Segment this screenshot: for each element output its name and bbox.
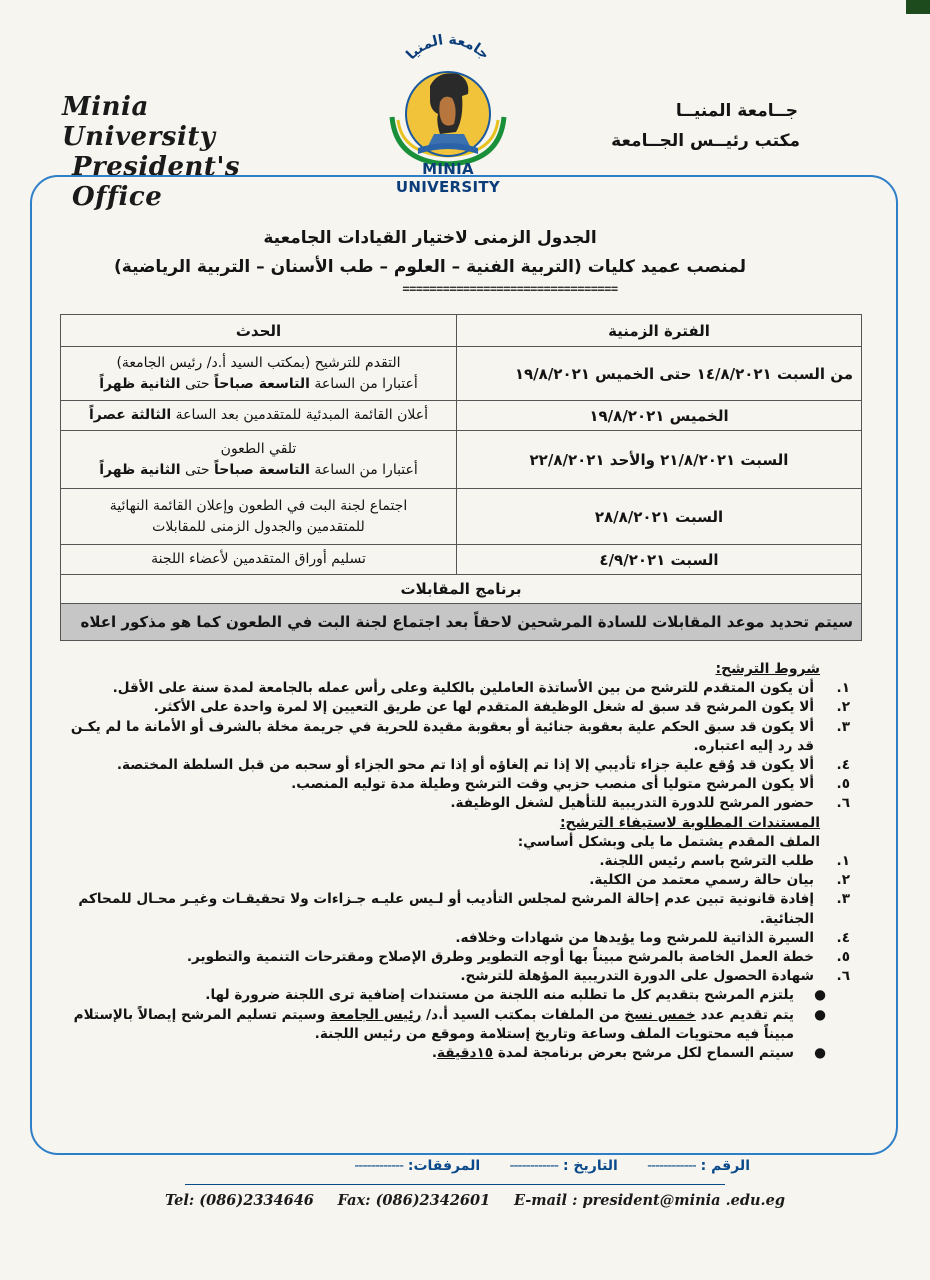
document-body: [60, 660, 850, 1063]
interviews-note: سيتم تحديد موعد المقابلات للسادة المرشحين لاحقاً بعد اجتماع لجنة البت في الطعون كما هو مذكور اعلاه: [61, 604, 862, 641]
event-line: للمتقدمين والجدول الزمنى للمقابلات: [152, 518, 365, 535]
ref-label: الرقم :: [700, 1158, 750, 1174]
table-row: [61, 545, 862, 575]
bullet-icon: ●: [814, 987, 826, 1004]
telephone: Tel: (086)2334646: [165, 1192, 314, 1209]
event-line: أعتبارا من الساعة التاسعة صباحاً حتى الثانية ظهراً: [99, 375, 418, 392]
event-line: تلقي الطعون: [220, 440, 297, 457]
row-event: تسليم أوراق المتقدمين لأعضاء اللجنة: [61, 545, 457, 575]
list-item: ١. طلب الترشح باسم رئيس اللجنة.: [599, 853, 850, 870]
header-event: الحدث: [61, 315, 457, 347]
bullet-icon: ●: [814, 1006, 826, 1023]
list-item: ٥. ألا يكون المرشح متوليا أى منصب حزبي وقت الترشح وطيلة مدة توليه المنصب.: [291, 776, 850, 793]
row-event: [61, 347, 457, 401]
fax: Fax: (086)2342601: [337, 1192, 491, 1209]
logo-arc-text: جامعة المنيا: [403, 31, 493, 64]
logo-caption: MINIA UNIVERSITY: [395, 160, 501, 196]
table-row: [61, 347, 862, 401]
arabic-letterhead: [580, 96, 800, 156]
section-row: [61, 575, 862, 604]
bullet-icon: ●: [814, 1045, 826, 1062]
list-item: ٦. شهادة الحصول على الدورة التدريبية المؤهلة للترشح.: [460, 968, 850, 985]
row-event: [61, 431, 457, 489]
event-line: التقدم للترشيح (بمكتب السيد أ.د/ رئيس الجامعة): [116, 354, 401, 371]
row-period: السبت ٢٨/٨/٢٠٢١: [457, 489, 862, 545]
arabic-office-name: مكتب رئيــس الجــامعة: [611, 131, 800, 151]
ref-blank: ------------: [647, 1158, 696, 1174]
documents-list: [60, 852, 850, 986]
row-period: السبت ٢١/٨/٢٠٢١ والأحد ٢٢/٨/٢٠٢١: [457, 431, 862, 489]
footer-rule: [185, 1184, 725, 1185]
footer-fields: [180, 1158, 750, 1174]
list-item: ٣. ألا يكون قد سبق الحكم علية بعقوبة جنائية أو بعقوبة مقيدة للحرية في جريمة مخلة بالشرف أو الأمانة ما لم يكـن قد رد إليه اعتباره.: [70, 718, 850, 754]
bullet-item: ● يتم تقديم عدد خمس نسخ من الملفات بمكتب السيد أ.د/ رئيس الجامعة وسيتم تسليم المرشح إيصالاً بالإستلام مبيناً فيه محتويات الملف وساعة وتاريخ إستلامة وموقع من رئيس اللجنة.: [73, 1006, 826, 1042]
list-item: ٢. ألا يكون المرشح قد سبق له شغل الوظيفة المتقدم لها عن طريق التعيين إلا لمرة واحدة على الأكثر.: [153, 699, 850, 716]
title-divider: ================================: [402, 282, 618, 296]
scan-edge-mark: [906, 0, 930, 14]
list-item: ٤. السيرة الذاتية للمرشح وما يؤيدها من شهادات وخلافه.: [455, 929, 850, 946]
row-period: السبت ٤/٩/٢٠٢١: [457, 545, 862, 575]
document-title: الجدول الزمنى لاختيار القيادات الجامعية: [263, 228, 597, 248]
conditions-heading: شروط الترشح:: [715, 661, 820, 677]
documents-intro: الملف المقدم يشتمل ما يلى وبشكل أساسي:: [517, 833, 820, 850]
row-event: أعلان القائمة المبدئية للمتقدمين بعد الساعة الثالثة عصراً: [61, 401, 457, 431]
attachments-blank: ------------: [354, 1158, 403, 1174]
table-row: [61, 489, 862, 545]
timeline-table: [60, 314, 862, 641]
bullet-item: ● يلتزم المرشح بتقديم كل ما تطلبه منه اللجنة من مستندات إضافية ترى اللجنة ضرورة لها.: [60, 986, 850, 1005]
date-label: التاريخ :: [562, 1158, 618, 1174]
email: E-mail : president@minia .edu.eg: [513, 1192, 785, 1209]
row-period: الخميس ١٩/٨/٢٠٢١: [457, 401, 862, 431]
list-item: ٣. إفادة قانونية تبين عدم إحالة المرشح لمجلس التأديب أو لـيس عليـه جـزاءات ولا تحقيقـات وغيـر محـال للمحاكم الجنائية.: [78, 891, 850, 927]
arabic-university-name: جــامعة المنيــا: [675, 101, 798, 121]
list-item: ٦. حضور المرشح للدورة التدريبية للتأهيل لشغل الوظيفة.: [450, 795, 850, 812]
event-line: اجتماع لجنة البت في الطعون وإعلان القائمة النهائية: [109, 497, 408, 514]
row-event: [61, 489, 457, 545]
header-period: الفترة الزمنية: [457, 315, 862, 347]
list-item: ٥. خطة العمل الخاصة بالمرشح مبيناً بها أوجه التطوير وطرق الإصلاح ومقترحات التنمية والتطوير.: [186, 949, 850, 966]
document-subtitle: لمنصب عميد كليات (التربية الفنية – العلوم – طب الأسنان – التربية الرياضية): [113, 257, 746, 277]
attachments-label: المرفقات:: [407, 1158, 481, 1174]
conditions-list: [60, 679, 850, 813]
list-item: ٤. ألا يكون قد وُقع علية جزاء تأديبي إلا إذا تم إلغاؤه أو إذا تم محو الجزاء أو سحبه من قبل السلطة المختصة.: [116, 757, 850, 774]
table-row: [61, 401, 862, 431]
row-period: من السبت ١٤/٨/٢٠٢١ حتى الخميس ١٩/٨/٢٠٢١: [457, 347, 862, 401]
document-titles: [60, 224, 860, 296]
documents-heading: المستندات المطلوبة لاستيفاء الترشح:: [559, 814, 820, 831]
bullet-item: ● سيتم السماح لكل مرشح بعرض برنامجة لمدة ١٥دقيقة.: [60, 1044, 850, 1063]
footer-contact: [165, 1192, 785, 1209]
interviews-section-title: برنامج المقابلات: [61, 575, 862, 604]
english-office-name: President's Office: [72, 152, 241, 212]
date-blank: ------------: [509, 1158, 559, 1174]
list-item: ١. أن يكون المتقدم للترشح من بين الأساتذة العاملين بالكلية وعلى رأس عمله بالجامعة لمدة سنة على الأقل.: [112, 680, 850, 697]
list-item: ٢. بيان حالة رسمي معتمد من الكلية.: [589, 872, 850, 889]
table-row: [61, 431, 862, 489]
notes-list: [60, 986, 850, 1063]
note-row: [61, 604, 862, 641]
table-header-row: [61, 315, 862, 347]
university-logo: [378, 22, 518, 182]
event-line: أعتبارا من الساعة التاسعة صباحاً حتى الثانية ظهراً: [99, 461, 418, 478]
english-university-name: Minia University: [62, 92, 216, 152]
